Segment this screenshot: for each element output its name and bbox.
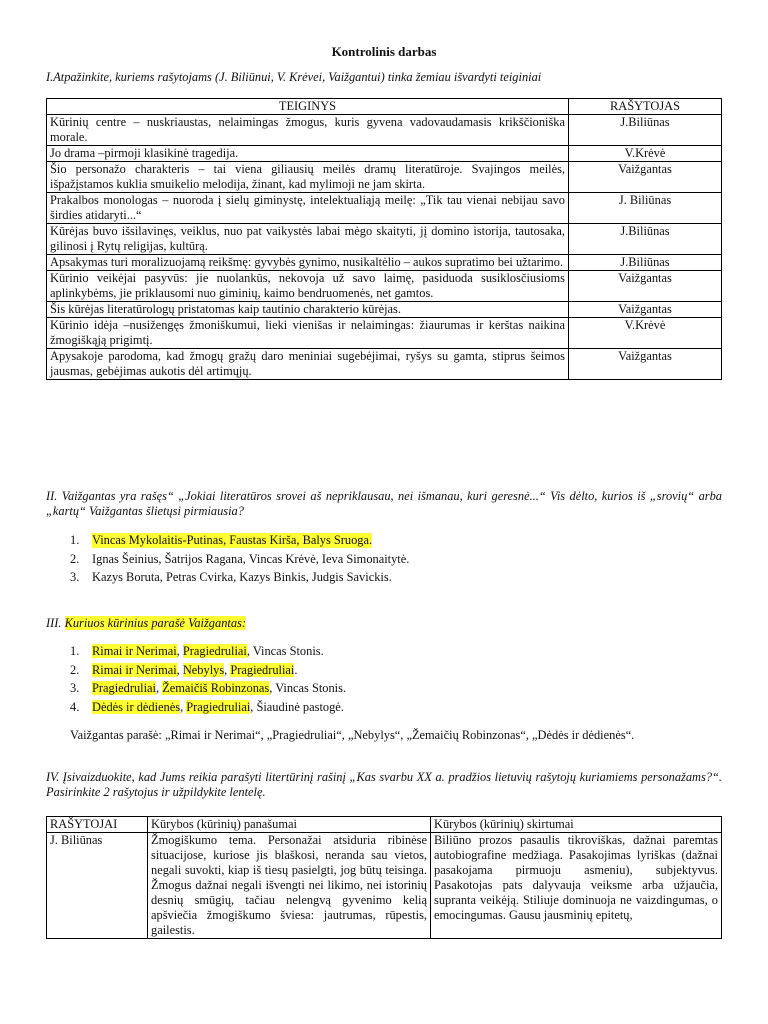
document-title: Kontrolinis darbas (331, 44, 437, 59)
statement-cell: Apsakymas turi moralizuojamą reikšmę: gyvybės gynimo, nusikaltėlio – aukos supratimo bei užtarimo. (47, 255, 569, 271)
question-3-answer: Vaižgantas parašė: „Rimai ir Nerimai“, „Pragiedruliai“, „Nebylys“, „Žemaičių Robinzonas“, „Dėdės ir dėdienės“. (70, 728, 635, 742)
header-similarities: Kūrybos (kūrinių) panašumai (148, 817, 431, 833)
question-4-prompt: IV. Įsivaizduokite, kad Jums reikia parašyti litertūrinį rašinį „Kas svarbu XX a. pradžios lietuvių rašytojų kuriamiems personažams?“. Pasirinkite 2 rašytojus ir užpildykite lentelę. (46, 770, 722, 799)
header-differences: Kūrybos (kūrinių) skirtumai (431, 817, 722, 833)
table-row (47, 302, 722, 318)
table-row (47, 318, 722, 349)
list-item: 2. Ignas Šeinius, Šatrijos Ragana, Vincas Krėvė, Ieva Simonaitytė. (70, 551, 410, 566)
table-row (47, 271, 722, 302)
header-writers: RAŠYTOJAI (47, 817, 148, 833)
writer-cell: Vaižgantas (569, 271, 722, 302)
statement-cell: Kūrinio veikėjai pasyvūs: jie nuolankūs, nekovoja už savo laimę, pasiduoda susiklosčiusioms aplinkybėms, jie priklausomi nuo giminių, kaimo bendruomenės, net gamtos. (47, 271, 569, 302)
writer-cell: Vaižgantas (569, 349, 722, 380)
statement-cell: Kūrėjas buvo išsilavinęs, veiklus, nuo pat vaikystės labai mėgo skaityti, jį domino istorija, tautosaka, gilinosi į Rytų religijas, kultūrą. (47, 224, 569, 255)
table-row (47, 224, 722, 255)
header-writer: RAŠYTOJAS (569, 99, 722, 115)
table-header-row (47, 99, 722, 115)
answer-highlight: Kuriuos kūrinius parašė Vaižgantas: (64, 616, 246, 630)
question-3-prompt: III. Kuriuos kūrinius parašė Vaižgantas: (46, 616, 246, 630)
answer-highlight: Vincas Mykolaitis-Putinas, Faustas Kirša, Balys Sruoga. (92, 533, 373, 547)
question-1-prompt: I.Atpažinkite, kuriems rašytojams (J. Biliūnui, V. Krėvei, Vaižgantui) tinka žemiau išvardyti teiginiai (46, 70, 542, 84)
writer-cell: J.Biliūnas (569, 255, 722, 271)
list-item: 4. Dėdės ir dėdienės, Pragiedruliai, Šiaudinė pastogė. (70, 699, 344, 714)
list-item: 2. Rimai ir Nerimai, Nebylys, Pragiedruliai. (70, 662, 298, 677)
statement-cell: Šis kūrėjas literatūrologų pristatomas kaip tautinio charakterio kūrėjas. (47, 302, 569, 318)
list-item: 3. Pragiedruliai, Žemaičiš Robinzonas, Vincas Stonis. (70, 681, 347, 695)
table-row (47, 833, 722, 939)
writer-cell: J.Biliūnas (569, 115, 722, 146)
header-statement: TEIGINYS (47, 99, 569, 115)
table-row (47, 146, 722, 162)
writer-cell: Vaižgantas (569, 162, 722, 193)
table-row (47, 349, 722, 380)
writer-cell: J.Biliūnas (569, 224, 722, 255)
list-item: 1. Rimai ir Nerimai, Pragiedruliai, Vincas Stonis. (70, 644, 324, 658)
table-header-row (47, 817, 722, 833)
statement-cell: Kūrinių centre – nuskriaustas, nelaimingas žmogus, kuris gyvena vadovaudamasis krikščioniška morale. (47, 115, 569, 146)
question-3-options (46, 644, 347, 718)
question-2-prompt: II. Vaižgantas yra rašęs“ „Jokiai literatūros srovei aš nepriklausau, nei išmanau, kuri geresnė...“ Vis dėlto, kurios iš „srovių“ arba „kartų“ Vaižgantas šlietųsi pirmiausia? (46, 489, 722, 518)
writer-cell: J. Biliūnas (569, 193, 722, 224)
writer-cell: V.Krėvė (569, 318, 722, 349)
writers-table (46, 816, 722, 939)
table-row (47, 193, 722, 224)
table-row (47, 115, 722, 146)
question-2-options (46, 533, 410, 589)
statements-table (46, 98, 722, 380)
differences-cell: Biliūno prozos pasaulis tikroviškas, dažnai paremtas autobiografine medžiaga. Pasakojimas lyriškas (dažnai pasakojama pirmuoju asmeniu), subjektyvus. Pasakotojas pats dalyvauja veiksme arba užjaučia, supranta veikėją. Stiliuje dominuoja ne vaizdingumas, o emocingumas. Gausu jausminių epitetų, (431, 833, 722, 939)
table-row (47, 255, 722, 271)
statement-cell: Šio personažo charakteris – tai viena giliausių meilės dramų literatūroje. Svajingos meilės, išpažįstamos kuklia smuikelio melodija, žinant, kad mylimoji ne jam skirta. (47, 162, 569, 193)
writer-cell: V.Krėvė (569, 146, 722, 162)
statement-cell: Apysakoje parodoma, kad žmogų gražų daro meniniai sugebėjimai, ryšys su gamta, stiprus šeimos jausmas, gebėjimas aukotis dėl artimųjų. (47, 349, 569, 380)
statement-cell: Jo drama –pirmoji klasikinė tragedija. (47, 146, 569, 162)
list-item: 1. Vincas Mykolaitis-Putinas, Faustas Kirša, Balys Sruoga. (70, 533, 373, 547)
statement-cell: Kūrinio idėja –nusižengęs žmoniškumui, lieki vienišas ir nelaimingas: žiaurumas ir kerštas naikina žmogiškąją prigimtį. (47, 318, 569, 349)
list-item: 3. Kazys Boruta, Petras Cvirka, Kazys Binkis, Judgis Savickis. (70, 570, 392, 584)
writer-cell: J. Biliūnas (47, 833, 148, 939)
table-row (47, 162, 722, 193)
similarities-cell: Žmogiškumo tema. Personažai atsiduria ribinėse situacijose, kuriose jis blaškosi, neranda sau vietos, negali suvokti, kiap iš tiesų pasielgti, jog būtų teisinga. Žmogus dažnai negali išvengti nei likimo, nei istorinių desnių smūgių, tačiau nelengvą gyvenimo kelią apšviečia žmogiškumo šviesa: jautrumas, rūpestis, gailestis. (148, 833, 431, 939)
statement-cell: Prakalbos monologas – nuoroda į sielų giminystę, intelektualiąją meilę: „Tik tau vienai nebijau savo širdies atidaryti...“ (47, 193, 569, 224)
writer-cell: Vaižgantas (569, 302, 722, 318)
